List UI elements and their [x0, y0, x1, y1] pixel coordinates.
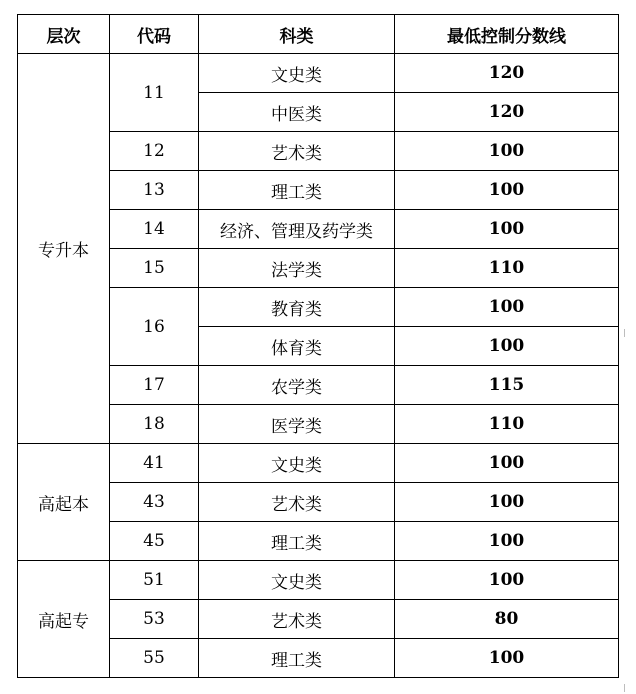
score-cell: 100 [395, 444, 619, 483]
score-cell: 100 [395, 288, 619, 327]
score-cell: 100 [395, 327, 619, 366]
category-cell: 文史类 [199, 561, 395, 600]
score-cell: 100 [395, 132, 619, 171]
table-row [18, 444, 619, 483]
code-cell: 11 [110, 54, 199, 132]
score-cell: 100 [395, 561, 619, 600]
category-cell: 文史类 [199, 54, 395, 93]
header-score: 最低控制分数线 [395, 15, 619, 54]
code-cell: 12 [110, 132, 199, 171]
category-cell: 医学类 [199, 405, 395, 444]
code-cell: 45 [110, 522, 199, 561]
score-cell: 120 [395, 93, 619, 132]
category-cell: 艺术类 [199, 483, 395, 522]
score-cell: 115 [395, 366, 619, 405]
category-cell: 艺术类 [199, 132, 395, 171]
header-row [18, 15, 619, 54]
header-code: 代码 [110, 15, 199, 54]
code-cell: 41 [110, 444, 199, 483]
table-row [18, 561, 619, 600]
category-cell: 理工类 [199, 522, 395, 561]
score-cell: 100 [395, 171, 619, 210]
score-cell: 100 [395, 483, 619, 522]
corner-mark [624, 684, 625, 692]
code-cell: 55 [110, 639, 199, 678]
header-category: 科类 [199, 15, 395, 54]
category-cell: 法学类 [199, 249, 395, 288]
code-cell: 14 [110, 210, 199, 249]
score-cell: 120 [395, 54, 619, 93]
table-row [18, 54, 619, 93]
category-cell: 经济、管理及药学类 [199, 210, 395, 249]
score-cell: 110 [395, 405, 619, 444]
code-cell: 18 [110, 405, 199, 444]
code-cell: 15 [110, 249, 199, 288]
level-cell: 高起专 [18, 561, 110, 678]
code-cell: 16 [110, 288, 199, 366]
code-cell: 13 [110, 171, 199, 210]
code-cell: 51 [110, 561, 199, 600]
score-table [17, 14, 619, 678]
category-cell: 教育类 [199, 288, 395, 327]
category-cell: 农学类 [199, 366, 395, 405]
category-cell: 理工类 [199, 171, 395, 210]
score-cell: 100 [395, 639, 619, 678]
level-cell: 高起本 [18, 444, 110, 561]
category-cell: 理工类 [199, 639, 395, 678]
score-cell: 110 [395, 249, 619, 288]
header-level: 层次 [18, 15, 110, 54]
score-cell: 100 [395, 210, 619, 249]
score-cell: 100 [395, 522, 619, 561]
score-cell: 80 [395, 600, 619, 639]
category-cell: 体育类 [199, 327, 395, 366]
level-cell: 专升本 [18, 54, 110, 444]
code-cell: 17 [110, 366, 199, 405]
code-cell: 53 [110, 600, 199, 639]
category-cell: 中医类 [199, 93, 395, 132]
corner-mark [624, 329, 625, 337]
category-cell: 文史类 [199, 444, 395, 483]
code-cell: 43 [110, 483, 199, 522]
category-cell: 艺术类 [199, 600, 395, 639]
